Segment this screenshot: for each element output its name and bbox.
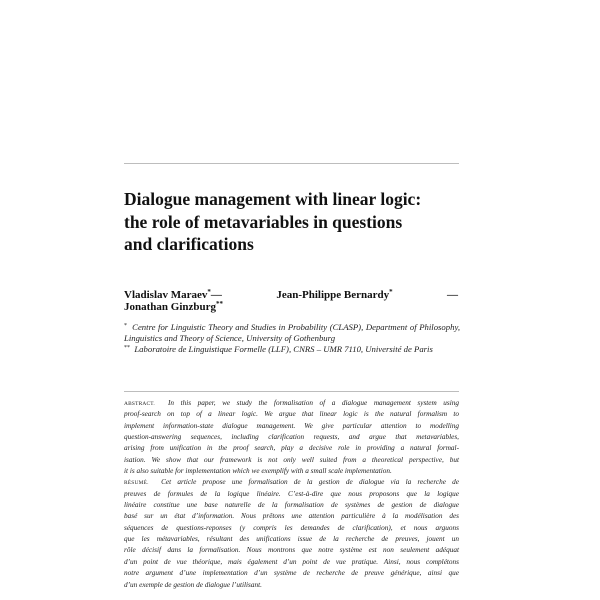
title-line: the role of metavariables in questions <box>124 211 403 232</box>
affiliation-1 <box>124 322 460 344</box>
author-1-mark: * <box>207 288 211 296</box>
author-2-mark: * <box>389 288 393 296</box>
author-2 <box>276 289 392 301</box>
title-line: Dialogue management with linear logic: <box>124 189 422 209</box>
author-3-name: Jonathan Ginzburg <box>124 301 216 313</box>
author-3-mark: ** <box>216 300 223 308</box>
resume-line: basé sur un état d’information. Nous prêtons une attention particulière à la modélisation des <box>124 512 459 521</box>
author-1 <box>124 289 222 301</box>
abstract-line: ABSTRACT. In this paper, we study the formalisation of a dialogue management system using <box>124 399 459 407</box>
affiliation-mark: * <box>124 323 127 329</box>
abstract-line: question-answering sequences, including clarification requests, and argue that metavariables, <box>124 433 459 442</box>
top-divider <box>124 163 459 164</box>
author-2-name: Jean-Philippe Bernardy <box>276 289 390 301</box>
resume-line: séquences de questions-reponses (y compris les demandes de clarification), et nous arguons <box>124 523 459 532</box>
abstract-line: it is also suitable for implementation which we exemplify with a small scale implementation. <box>124 467 392 476</box>
resume-line: d’un exemple de gestion de dialogue l’utilisant. <box>124 580 262 589</box>
abstract-divider <box>124 391 459 392</box>
resume-line: linéaire constitue une base naturelle de la formalisation de systèmes de gestion de dialogue <box>124 501 459 510</box>
affiliation-mark: ** <box>124 345 130 352</box>
abstract-line: arising from unification in the proof search, play a decisive role in providing a natural formal- <box>124 444 459 453</box>
affiliation-text: Centre for Linguistic Theory and Studies in Probability (CLASP), Department of Philosophy, Linguistics and Theory of Science, University of Gothenburg <box>124 322 461 344</box>
resume-label: RÉSUMÉ. <box>124 480 149 487</box>
abstract-label: ABSTRACT. <box>124 401 155 407</box>
abstract-line: proof-search on top of a linear logic. We argue that linear logic is the natural formalism to <box>124 410 459 419</box>
author-separator: — <box>447 289 458 301</box>
abstract-line: isation. We show that our framework is not only well suited from a theoretical perspective, but <box>124 455 459 464</box>
abstract-line: implement information-state dialogue management. We give particular attention to modelling <box>124 421 459 430</box>
affiliation-text: Laboratoire de Linguistique Formelle (LLF), CNRS – UMR 7110, Université de Paris <box>134 344 433 355</box>
resume-line: RÉSUMÉ. Cet article propose une formalisation de la gestion de dialogue via la recherche de <box>124 478 459 487</box>
resume-line: preuves de formules de la logique linéaire. C’est-à-dire que nous proposons que la logique <box>124 489 459 498</box>
affiliation-2 <box>124 344 460 355</box>
resume-line: que les métavariables, résultant des unifications issue de la recherche de preuves, jouent un <box>124 535 459 544</box>
title-line: and clarifications <box>124 234 254 254</box>
affiliations <box>124 322 460 356</box>
abstract-block <box>124 398 459 591</box>
author-list <box>124 289 458 313</box>
resume-line: notre argument d’une implementation d’un système de recherche de preuve générique, ainsi que <box>124 569 459 578</box>
author-separator: — <box>210 289 222 301</box>
resume-line: d’un point de vue théorique, mais également d’un point de vue pratique. Ainsi, nous complétons <box>124 557 459 566</box>
paper-title <box>124 188 464 256</box>
resume-line: rôle décisif dans la formalisation. Nous montrons que notre système est non seulement adéquat <box>124 546 459 555</box>
author-1-name: Vladislav Maraev <box>124 289 208 301</box>
